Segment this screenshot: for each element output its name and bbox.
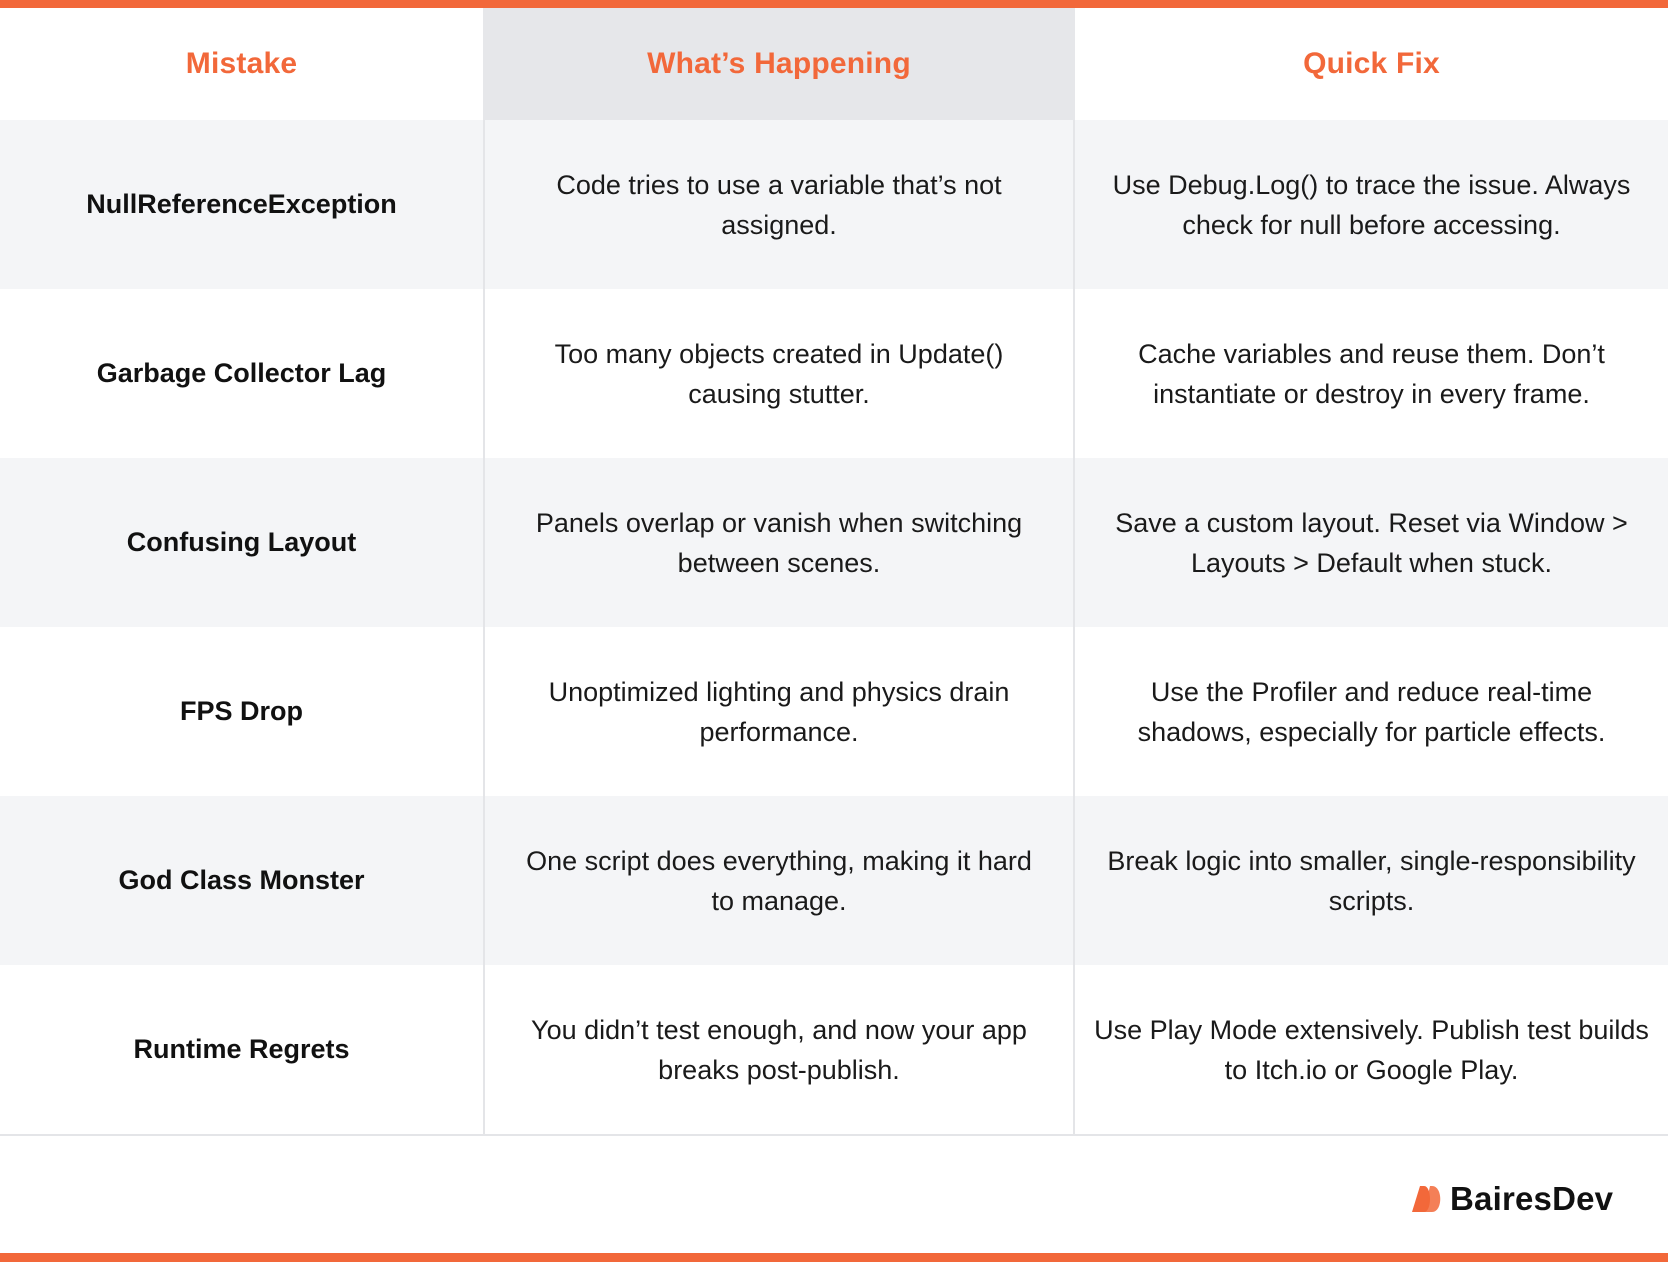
fix-cell — [1075, 289, 1668, 458]
table-row — [0, 796, 1668, 965]
fix-text: Use Debug.Log() to trace the issue. Always check for null before accessing. — [1112, 169, 1631, 240]
table-bottom-divider — [0, 1134, 1668, 1136]
mistake-cell — [0, 965, 483, 1134]
fix-cell — [1075, 458, 1668, 627]
table-row — [0, 627, 1668, 796]
fix-text: Cache variables and reuse them. Don’t instantiate or destroy in every frame. — [1138, 338, 1605, 409]
fix-text: Save a custom layout. Reset via Window > Layouts > Default when stuck. — [1115, 507, 1628, 578]
mistake-cell — [0, 458, 483, 627]
happening-text: Unoptimized lighting and physics drain performance. — [548, 676, 1010, 747]
table-row — [0, 965, 1668, 1134]
header-cell-mistake — [0, 8, 483, 120]
mistake-cell — [0, 120, 483, 289]
header-label-fix: Quick Fix — [1303, 47, 1440, 80]
header-label-happening: What’s Happening — [647, 47, 911, 80]
fix-text: Use the Profiler and reduce real-time shadows, especially for particle effects. — [1137, 676, 1606, 747]
brand-name: BairesDev — [1450, 1180, 1614, 1217]
mistake-label: Runtime Regrets — [133, 1033, 350, 1064]
happening-text: Panels overlap or vanish when switching between scenes. — [535, 507, 1023, 578]
table-row — [0, 458, 1668, 627]
happening-text: You didn’t test enough, and now your app breaks post-publish. — [531, 1014, 1027, 1085]
happening-text: Too many objects created in Update() causing stutter. — [554, 338, 1004, 409]
fix-cell — [1075, 627, 1668, 796]
bottom-accent-bar — [0, 1253, 1668, 1262]
happening-cell — [483, 458, 1075, 627]
mistake-label: God Class Monster — [118, 864, 365, 895]
mistake-cell — [0, 627, 483, 796]
brand-logo — [1410, 1180, 1613, 1218]
header-cell-happening — [483, 8, 1075, 120]
top-accent-bar — [0, 0, 1668, 8]
fix-cell — [1075, 796, 1668, 965]
mistake-label: Confusing Layout — [126, 526, 357, 557]
mistake-cell — [0, 796, 483, 965]
happening-text: One script does everything, making it hard to manage. — [526, 845, 1032, 916]
fix-cell — [1075, 965, 1668, 1134]
fix-text: Use Play Mode extensively. Publish test builds to Itch.io or Google Play. — [1094, 1014, 1649, 1085]
happening-cell — [483, 120, 1075, 289]
fix-text: Break logic into smaller, single-responsibility scripts. — [1107, 845, 1636, 916]
table-header-row — [0, 8, 1668, 120]
bairesdev-logo-icon — [1410, 1185, 1444, 1213]
mistake-label: FPS Drop — [179, 695, 303, 726]
happening-cell — [483, 289, 1075, 458]
happening-cell — [483, 627, 1075, 796]
table-row — [0, 120, 1668, 289]
mistake-label: NullReferenceException — [86, 188, 397, 219]
mistake-cell — [0, 289, 483, 458]
fix-cell — [1075, 120, 1668, 289]
happening-cell — [483, 965, 1075, 1134]
header-cell-fix — [1075, 8, 1668, 120]
header-label-mistake: Mistake — [185, 47, 298, 80]
comparison-table — [0, 8, 1668, 1134]
happening-text: Code tries to use a variable that’s not assigned. — [556, 169, 1002, 240]
happening-cell — [483, 796, 1075, 965]
table-row — [0, 289, 1668, 458]
mistake-label: Garbage Collector Lag — [96, 357, 387, 388]
